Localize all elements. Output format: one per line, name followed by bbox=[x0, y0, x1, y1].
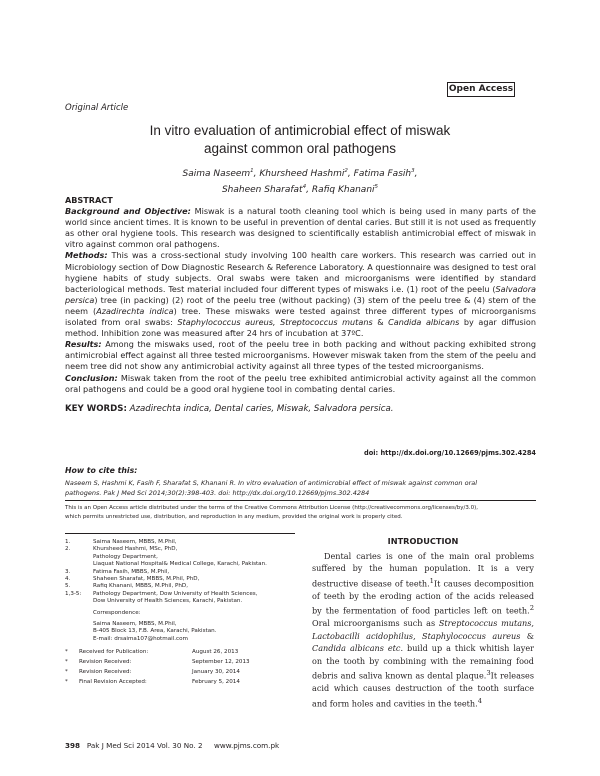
background-label: Background and Objective: bbox=[65, 206, 191, 217]
author-affil: 1 bbox=[250, 168, 254, 174]
introduction-body bbox=[312, 550, 534, 710]
cite-heading: How to cite this: bbox=[65, 466, 138, 475]
authors-line-1: Saima Naseem$^1$, Khursheed Hashmi$^2$, Fatima Fasih$^3$, bbox=[182, 168, 418, 179]
publication-dates bbox=[65, 649, 295, 686]
citation-line-1: Naseem S, Hashmi K, Fasih F, Sharafat S, Khanani R. In vitro evaluation of antimicrobial effect of miswak against common oral bbox=[65, 479, 478, 487]
keywords-text: Azadirechta indica, Dental caries, Miswak, Salvadora persica. bbox=[129, 403, 394, 414]
conclusion-label: Conclusion: bbox=[65, 372, 118, 383]
doi-link[interactable]: doi: http://dx.doi.org/10.12669/pjms.302.4284 bbox=[364, 449, 536, 457]
author-affil: 5 bbox=[374, 183, 379, 190]
date-value: January 30, 2014 bbox=[192, 668, 240, 675]
correspondence-email[interactable]: E-mail: drsaima107@hotmail.com bbox=[93, 635, 188, 642]
bullet: * bbox=[65, 668, 68, 675]
affiliation-number: 3. bbox=[65, 568, 71, 575]
results-label: Results: bbox=[65, 339, 102, 350]
affiliation-line: Dow University of Health Sciences, Karachi, Pakistan. bbox=[93, 598, 243, 605]
journal-info: Pak J Med Sci 2014 Vol. 30 No. 2 bbox=[86, 741, 203, 750]
citation-line-2: pathogens. Pak J Med Sci 2014;30(2):398-403. doi: http://dx.doi.org/10.12669/pjms.302.4284 bbox=[65, 489, 370, 497]
affiliation-number: 1. bbox=[65, 539, 71, 545]
correspondence bbox=[65, 610, 295, 644]
methods-text: This was a cross-sectional study involving 100 health care workers. This research was carried out in Microbiology section of Dow Diagnostic Research & Reference Laboratory. A questionnaire was designed to test oral hygiene habits of study subjects. Oral swabs were taken and microorganisms were identified by standard bacteriological methods. Test material included four different types of miswaks i.e. (1) root of the peelu ( bbox=[65, 250, 536, 294]
affiliation-item bbox=[65, 569, 295, 576]
abstract-methods bbox=[65, 250, 536, 339]
reference-marker: 4 bbox=[477, 696, 483, 705]
abstract-section bbox=[65, 195, 536, 415]
intro-text: It causes decomposition of teeth by the eroding action of the acids released by the fermentation of food particles left on teeth. bbox=[312, 578, 534, 616]
affiliation-line: Pathology Department, Dow University of Health Sciences, bbox=[93, 590, 258, 597]
affiliation-line: Pathology Department, bbox=[93, 553, 158, 560]
affiliation-item bbox=[65, 546, 295, 568]
author-name: Rafiq Khanani bbox=[311, 184, 375, 195]
article-title bbox=[100, 122, 500, 158]
date-label: Received for Publication: bbox=[79, 649, 149, 656]
reference-marker: 1 bbox=[429, 576, 434, 585]
keywords bbox=[65, 404, 536, 415]
methods-label: Methods: bbox=[65, 250, 108, 261]
page-footer bbox=[65, 741, 279, 750]
date-value: September 12, 2013 bbox=[192, 659, 250, 666]
date-row bbox=[65, 649, 295, 656]
species-name: Salvadora persica bbox=[65, 283, 536, 305]
introduction-paragraph bbox=[312, 550, 534, 710]
author-affil: 4 bbox=[302, 183, 307, 190]
methods-text: by agar diffusion method. Inhibition zone was measured after 24 hrs of incubation at 37ºC. bbox=[65, 317, 536, 339]
affiliation-number: 1,3-5: bbox=[65, 590, 82, 597]
author-affil: 2 bbox=[344, 168, 348, 174]
date-row bbox=[65, 679, 295, 686]
author-name: Shaheen Sharafat bbox=[221, 184, 303, 195]
intro-text: Oral microorganisms such as bbox=[312, 618, 436, 629]
title-line-2: against common oral pathogens bbox=[203, 141, 397, 156]
author-name: Saima Naseem bbox=[182, 169, 251, 179]
author-name: Fatima Fasih bbox=[353, 169, 412, 179]
methods-text: ) tree (in packing) (2) root of the peelu tree (without packing) (3) stem of the peelu tree & (4) stem of the neem ( bbox=[65, 294, 536, 316]
affiliation-item bbox=[65, 591, 295, 606]
abstract-heading: ABSTRACT bbox=[65, 195, 113, 205]
correspondence-line: B-405 Block 13, F.B. Area, Karachi, Pakistan. bbox=[93, 628, 217, 635]
correspondence-label: Correspondence: bbox=[93, 609, 141, 616]
date-value: August 26, 2013 bbox=[192, 649, 239, 656]
species-name: Staphylococcus aureus, Streptococcus mutans bbox=[177, 317, 373, 328]
journal-website[interactable]: www.pjms.com.pk bbox=[213, 741, 280, 750]
species-name: Azadirechta indica bbox=[96, 305, 174, 316]
background-text: Miswak is a natural tooth cleaning tool which is being used in many parts of the world since ancient times. It is known to be useful in prevention of dental caries. But still it is not used as frequently as other oral hygiene tools. This research was designed to scientifically establish antimicrobial effect of miswak in vitro against common oral pathogens. bbox=[65, 206, 536, 250]
intro-text: build up a thick whitish layer on the tooth by combining with the remaining food debris and saliva known as dental plaque. bbox=[312, 643, 534, 681]
affiliation-line: Khursheed Hashmi, MSc, PhD, bbox=[93, 546, 178, 553]
affiliation-number: 2. bbox=[65, 546, 71, 553]
divider bbox=[65, 500, 536, 501]
abstract-conclusion bbox=[65, 373, 536, 395]
affiliation-item bbox=[65, 539, 295, 546]
license-notice bbox=[65, 504, 536, 522]
title-line-1: In vitro evaluation of antimicrobial effect of miswak bbox=[149, 123, 451, 138]
correspondence-line: Saima Naseem, MBBS, M.Phil, bbox=[93, 621, 177, 628]
intro-text: Dental caries is one of the main oral problems suffered by the human population. It is a very destructive disease of teeth. bbox=[312, 551, 534, 589]
affiliation-line: Saima Naseem, MBBS, M.Phil, bbox=[93, 539, 177, 545]
species-name: Candida albicans bbox=[388, 317, 460, 328]
author-affil: 3 bbox=[411, 168, 415, 174]
bullet: * bbox=[65, 659, 68, 666]
affiliation-item bbox=[65, 583, 295, 590]
date-label: Revision Received: bbox=[79, 668, 132, 675]
date-row bbox=[65, 659, 295, 666]
article-type-label: Original Article bbox=[65, 103, 129, 113]
affiliation-line: Liaquat National Hospital& Medical College, Karachi, Pakistan. bbox=[93, 561, 267, 568]
abstract-results bbox=[65, 339, 536, 372]
bullet: * bbox=[65, 649, 68, 656]
affiliation-line: Rafiq Khanani, MBBS, M.Phil, PhD, bbox=[93, 583, 189, 590]
bullet: * bbox=[65, 678, 68, 685]
species-name: Candida albicans etc. bbox=[312, 643, 404, 654]
conclusion-text: Miswak taken from the root of the peelu tree exhibited antimicrobial activity against all the common oral pathogens and could be a good oral hygiene tool in combating dental caries. bbox=[65, 372, 536, 394]
reference-marker: 2 bbox=[529, 604, 534, 613]
methods-text: & bbox=[377, 317, 384, 328]
reference-marker: 3 bbox=[486, 669, 491, 678]
introduction-heading: INTRODUCTION bbox=[387, 536, 459, 546]
affiliation-line: Shaheen Sharafat, MBBS, M.Phil, PhD, bbox=[93, 576, 200, 583]
species-name: Streptococcus mutans, Lactobacilli acidophilus, Staphylococcus aureus bbox=[312, 618, 534, 641]
keywords-label: KEY WORDS: bbox=[65, 403, 127, 414]
intro-text: & bbox=[526, 630, 534, 641]
license-line-2: which permits unrestricted use, distribution, and reproduction in any medium, provided the original work is properly cited. bbox=[65, 514, 403, 520]
date-row bbox=[65, 669, 295, 676]
date-label: Final Revision Accepted: bbox=[79, 678, 147, 685]
citation bbox=[65, 478, 536, 498]
author-affiliations bbox=[65, 533, 295, 688]
affiliation-line: Fatima Fasih, MBBS, M.Phil, bbox=[93, 568, 170, 575]
page-number: 398 bbox=[65, 741, 81, 750]
author-name: Khursheed Hashmi bbox=[259, 169, 345, 179]
affiliation-item bbox=[65, 576, 295, 583]
license-line-1: This is an Open Access article distributed under the terms of the Creative Commons Attribution License (http://creativecommons.org/licenses/by/3.0), bbox=[65, 505, 479, 511]
authors-line-2: Shaheen Sharafat$^4$, Rafiq Khanani$^5$ bbox=[221, 183, 379, 195]
date-value: February 5, 2014 bbox=[192, 678, 240, 685]
methods-text: ) tree. These miswaks were tested against three different types of microorganisms isolated from oral swabs: bbox=[65, 305, 536, 328]
open-access-badge: Open Access bbox=[447, 82, 515, 97]
author-list bbox=[100, 165, 500, 196]
results-text: Among the miswaks used, root of the peelu tree in both packing and without packing exhibited strong antimicrobial effect against all three tested microorganisms. However miswak taken from the stem of the peelu and neem tree did not show any antimicrobial activity against all three types of the tested microorganisms. bbox=[65, 339, 536, 372]
abstract-background bbox=[65, 206, 536, 250]
affiliation-number: 4. bbox=[65, 576, 71, 583]
date-label: Revision Received: bbox=[79, 659, 132, 666]
intro-text: It releases acid which causes destruction of the tooth surface and form holes and cavities in the teeth. bbox=[312, 670, 535, 709]
affiliation-number: 5. bbox=[65, 583, 71, 590]
